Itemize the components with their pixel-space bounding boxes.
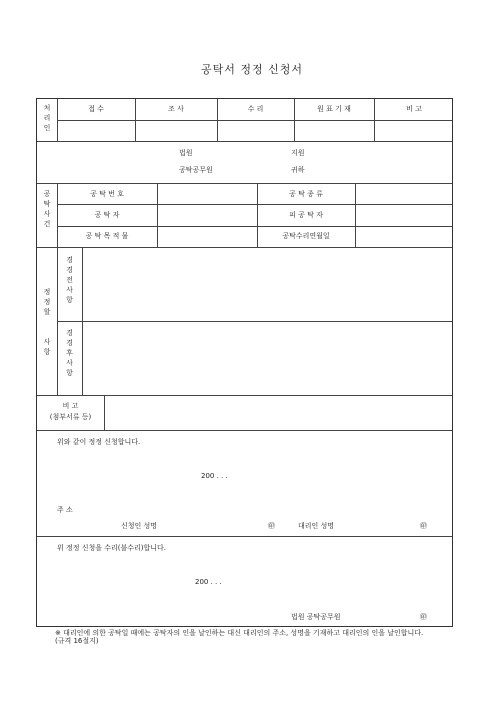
honorific-label: 귀하 xyxy=(291,166,305,174)
application-date: 200 . . . xyxy=(201,472,228,480)
acceptance-statement: 위 정정 신청을 수리(불수리)합니다. xyxy=(57,544,167,552)
divider xyxy=(57,321,452,322)
attachments-label: (첨부서류 등) xyxy=(49,413,92,421)
application-form xyxy=(36,98,453,627)
remarks-header: 비 고 xyxy=(406,105,422,113)
deposit-type-label: 공 탁 종 류 xyxy=(289,190,323,198)
officer-label: 공탁공무원 xyxy=(179,166,213,174)
acceptance-seal-mark: ㊞ xyxy=(420,613,427,621)
divider xyxy=(157,183,158,247)
applicant-name-label: 신청인 성명 xyxy=(121,522,158,530)
divider xyxy=(37,183,452,184)
acceptance-signer: 법원 공탁공무원 xyxy=(291,613,341,621)
divider xyxy=(37,430,452,431)
divider xyxy=(37,141,452,142)
applicant-seal-mark: ㊞ xyxy=(268,522,275,530)
deposit-case-label: 공 탁 사 건 xyxy=(43,190,51,228)
divider xyxy=(37,247,452,248)
correction-label-top: 정 정 할 xyxy=(43,288,51,316)
divider xyxy=(57,120,452,121)
before-correction-label: 경 경 전 사 항 xyxy=(66,256,73,304)
divider xyxy=(37,536,452,537)
correction-label-bottom: 사 항 xyxy=(43,338,51,356)
remarks-label: 비 고 xyxy=(62,402,79,410)
court-label: 법원 xyxy=(179,149,193,157)
after-correction-label: 경 경 후 사 항 xyxy=(66,329,73,377)
deposit-accept-date-label: 공탁수리연월일 xyxy=(282,232,330,240)
agent-name-label: 대리인 성명 xyxy=(298,522,335,530)
divider xyxy=(104,395,105,430)
depositee-label: 피 공 탁 자 xyxy=(289,211,323,219)
address-label: 주 소 xyxy=(57,506,73,514)
acceptance-date: 200 . . . xyxy=(195,578,222,586)
divider xyxy=(57,226,452,227)
deposit-number-label: 공 탁 번 호 xyxy=(90,190,124,198)
divider xyxy=(355,183,356,247)
deposit-object-label: 공 탁 목 적 물 xyxy=(85,232,129,240)
document-title: 공탁서 정정 신청서 xyxy=(200,63,303,76)
agent-seal-mark: ㊞ xyxy=(420,522,427,530)
processor-label: 처 리 인 xyxy=(43,104,51,132)
investigation-header: 조 사 xyxy=(168,105,184,113)
agent-note: ※ 대리인에 의한 공탁일 때에는 공탁자의 인을 날인하는 대신 대리인의 주소, 성명을 기재하고 대리인의 인을 날인합니다. xyxy=(55,629,424,637)
divider xyxy=(57,204,452,205)
branch-label: 지원 xyxy=(291,149,305,157)
acceptance-header: 수 리 xyxy=(247,105,264,113)
depositor-label: 공 탁 자 xyxy=(94,211,120,219)
paper-size-note: (규격 16절지) xyxy=(55,637,99,645)
ledger-entry-header: 원 표 기 재 xyxy=(317,105,351,113)
footer-note xyxy=(55,629,435,645)
divider xyxy=(37,395,452,396)
application-statement: 위와 같이 정정 신청합니다. xyxy=(57,438,141,446)
receipt-header: 접 수 xyxy=(88,105,104,113)
